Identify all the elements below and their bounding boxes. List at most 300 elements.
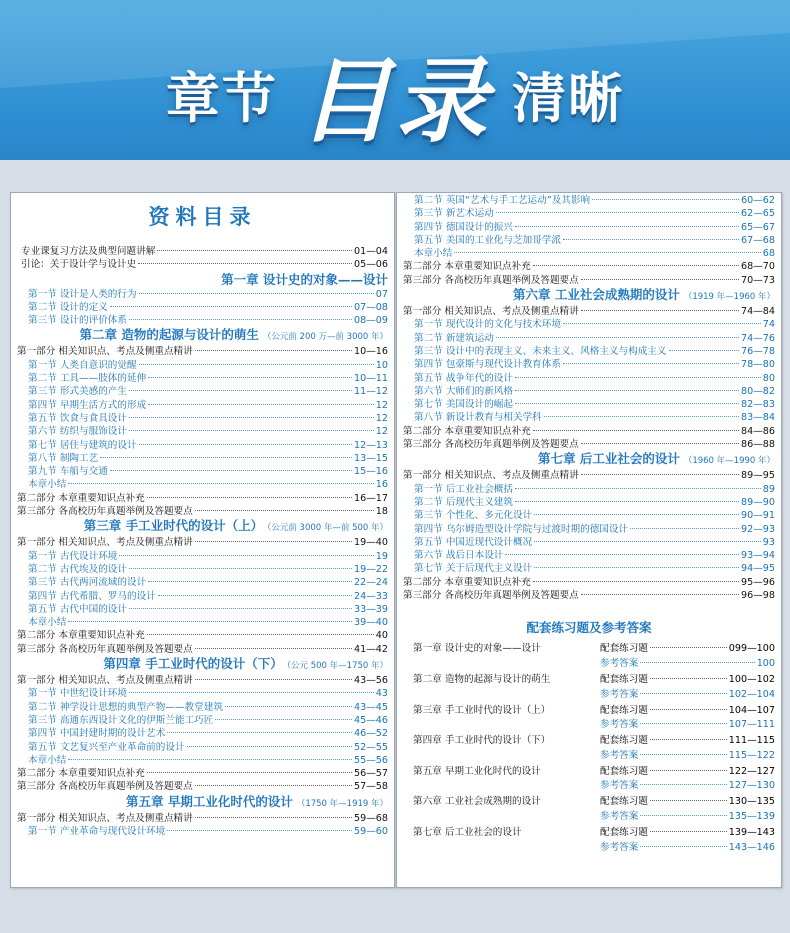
toc-entry-title: 第八节 新设计教育与相关学科 [414,412,542,424]
leader-dots [195,816,352,818]
toc-page-number: 39—40 [353,617,388,629]
toc-section-row [397,372,781,385]
toc-section-row [11,314,394,327]
exercise-row [397,642,781,671]
leader-dots [129,416,374,418]
toc-section-row [11,425,394,438]
toc-entry-title: 第一部分 相关知识点、考点及侧重点精讲 [17,812,193,824]
leader-dots [515,500,739,502]
toc-entry-title: 第二节 神学设计思想的典型产物——教堂建筑 [28,701,223,713]
toc-section-row [11,385,394,398]
toc-left-list [11,245,394,838]
answer-pages: 127—130 [728,780,775,792]
toc-page-number: 67—68 [740,234,775,246]
toc-page-number: 68—70 [740,261,775,273]
leader-dots [563,238,739,240]
toc-entry-title: 第四节 德国设计的振兴 [414,221,513,233]
leader-dots [650,647,727,648]
practice-line [600,765,781,780]
toc-page-number: 19—22 [353,563,388,575]
chapter-era: （1960 年—1990 年） [683,456,775,467]
practice-line [600,826,781,841]
toc-entry-title: 第三部分 各高校历年真题举例及答题要点 [17,506,193,518]
toc-entry-row [11,643,394,656]
toc-entry-title: 第一部分 相关知识点、考点及侧重点精讲 [17,675,193,687]
leader-dots [139,443,352,445]
toc-page-number: 40 [375,630,388,642]
toc-page-number: 89 [762,483,775,495]
leader-dots [669,349,739,351]
toc-section-row [11,372,394,385]
toc-page-number: 59—60 [353,825,388,837]
toc-entry-title: 第六节 战后日本设计 [414,550,504,562]
toc-page-number: 10—11 [353,373,388,385]
toc-section-row [397,562,781,575]
leader-dots [581,442,739,444]
toc-page-number: 52—55 [353,741,388,753]
leader-dots [650,831,727,832]
leader-dots [68,482,373,484]
exercise-chapter: 第一章 设计史的对象——设计 [413,643,541,655]
toc-page-number: 82—83 [740,399,775,411]
chapter-era: （1750 年—1919 年） [296,798,388,809]
toc-page-number: 41—42 [353,643,388,655]
toc-section-row [11,465,394,478]
leader-dots [129,607,352,609]
leader-dots [533,264,739,266]
toc-entry-title: 第二部分 本章重要知识点补充 [403,261,531,273]
toc-entry-title: 第二节 英国“艺术与手工艺运动”及其影响 [414,195,591,206]
leader-dots [167,829,352,831]
chapter-heading [397,287,781,305]
toc-page-number: 46—52 [353,728,388,740]
leader-dots [650,678,727,679]
leader-dots [563,322,761,324]
toc-page-number: 76—78 [740,345,775,357]
toc-page-number: 84—86 [740,425,775,437]
leader-dots [147,771,352,773]
toc-section-row [11,439,394,452]
toc-entry-row [397,438,781,451]
leader-dots [167,731,352,733]
exercise-items [600,795,781,824]
chapter-title: 第三章 手工业时代的设计（上） [83,518,264,534]
toc-entry-row [397,425,781,438]
toc-entry-title: 第一节 现代设计的文化与技术环境 [414,319,561,331]
chapter-heading [397,451,781,469]
leader-dots [129,429,374,431]
toc-entry-row [11,812,394,825]
banner [0,0,790,160]
toc-entry-title: 第五节 饮食与食具设计 [28,412,127,424]
toc-entry-title: 第一节 古代设计环境 [28,550,118,562]
answer-label: 参考答案 [600,810,639,822]
toc-entry-row [397,274,781,287]
page-stage [0,160,790,933]
practice-line [600,673,781,688]
toc-page-number: 01—04 [353,246,388,257]
toc-section-row [397,496,781,509]
toc-page-number: 65—67 [740,221,775,233]
toc-page-number: 90—91 [740,510,775,522]
toc-section-row [11,301,394,314]
exercise-items [600,642,781,671]
toc-entry-row [11,674,394,687]
toc-section-row [11,399,394,412]
toc-entry-row [11,492,394,505]
toc-section-row [11,590,394,603]
toc-entry-title: 第一节 产业革命与现代设计环境 [28,825,166,837]
toc-entry-title: 第六节 纺织与服饰设计 [28,426,127,438]
toc-page-number: 13—15 [353,452,388,464]
toc-page-number: 33—39 [353,603,388,615]
toc-entry-title: 第二节 新建筑运动 [414,332,494,344]
toc-page-number: 10—16 [353,346,388,358]
toc-section-row [11,452,394,465]
answer-pages: 115—122 [728,749,775,761]
exercise-row [397,734,781,763]
toc-section-row [11,478,394,491]
practice-label: 配套练习题 [600,765,648,777]
answer-pages: 143—146 [728,841,775,853]
leader-dots [640,846,726,847]
toc-page-number: 89—95 [740,470,775,482]
toc-entry-title: 第五节 文艺复兴至产业革命前的设计 [28,741,185,753]
leader-dots [195,678,352,680]
toc-entry-row [397,469,781,482]
toc-page-number: 96—98 [740,590,775,602]
toc-page-number: 86—88 [740,439,775,451]
toc-entry-title: 第二节 工具——肢体的延伸 [28,373,147,385]
exercise-items [600,673,781,702]
toc-page-number: 19—40 [353,537,388,549]
exercise-chapter: 第三章 手工业时代的设计（上） [413,704,551,716]
leader-dots [563,362,739,364]
practice-line [600,704,781,719]
toc-page-number: 93 [762,536,775,548]
leader-dots [139,292,374,294]
toc-entry-title: 第二部分 本章重要知识点补充 [17,630,145,642]
toc-entry-title: 第一节 中世纪设计环境 [28,688,127,700]
practice-label: 配套练习题 [600,826,648,838]
toc-entry-title: 第四节 乌尔姆造型设计学院与过渡时期的德国设计 [414,523,629,535]
answer-line [600,657,781,672]
chapter-title: 第七章 后工业社会的设计 [537,451,680,467]
leader-dots [581,473,739,475]
answer-label: 参考答案 [600,841,639,853]
toc-entry-title: 第五节 中国近现代设计概况 [414,536,533,548]
toc-section-row [397,247,781,260]
answer-line [600,688,781,703]
toc-entry-title: 第三部分 各高校历年真题举例及答题要点 [403,274,579,286]
answer-label: 参考答案 [600,780,639,792]
toc-entry-title: 第二部分 本章重要知识点补充 [403,576,531,588]
toc-entry-row [397,576,781,589]
toc-section-row [397,536,781,549]
leader-dots [68,620,352,622]
answer-line [600,718,781,733]
leader-dots [640,723,726,724]
chapter-title: 第五章 早期工业化时代的设计 [125,793,293,809]
toc-page-number: 59—68 [353,812,388,824]
toc-entry-title: 第四节 早期生活方式的形成 [28,399,147,411]
leader-dots [640,784,726,785]
leader-dots [195,784,352,786]
toc-entry-title: 第一节 后工业社会概括 [414,483,513,495]
leader-dots [650,800,727,801]
leader-dots [110,469,352,471]
practice-label: 配套练习题 [600,643,648,655]
toc-page-number: 62—65 [740,208,775,220]
toc-entry-row [11,780,394,793]
toc-entry-title: 第三节 新艺术运动 [414,208,494,220]
chapter-era: （公元前 3000 年—前 500 年） [267,523,388,534]
exercise-row [397,765,781,794]
leader-dots [650,709,727,710]
leader-dots [515,225,739,227]
leader-dots [147,496,352,498]
toc-entry-title: 第一节 设计是人类的行为 [28,288,137,300]
toc-page-number: 12 [375,426,388,438]
toc-entry-title: 第七节 居住与建筑的设计 [28,439,137,451]
answer-pages: 100 [756,658,775,670]
toc-page-number: 74—76 [740,332,775,344]
exercises-list [397,642,781,855]
practice-pages: 100—102 [728,673,775,685]
leader-dots [195,509,374,511]
toc-entry-title: 第二节 古代埃及的设计 [28,563,127,575]
toc-page-number: 08—09 [353,315,388,327]
toc-page-number: 95—96 [740,576,775,588]
chapter-title: 第二章 造物的起源与设计的萌生 [79,327,259,343]
toc-entry-title: 第三节 古代两河流域的设计 [28,577,147,589]
toc-entry-row [11,345,394,358]
toc-entry-title: 引论：关于设计学与设计史 [21,259,137,271]
toc-page-number: 57—58 [353,781,388,793]
toc-entry-title: 第二节 后现代主义建筑 [414,496,513,508]
toc-entry-title: 第七节 关于后现代主义设计 [414,563,533,575]
toc-page-number: 68 [762,248,775,260]
toc-section-row [397,194,781,207]
banner-main-text: 目录 [298,48,491,155]
toc-page-number: 05—06 [353,259,388,271]
exercise-row [397,673,781,702]
answer-label: 参考答案 [600,658,639,670]
leader-dots [195,349,352,351]
leader-dots [592,198,739,200]
leader-dots [129,691,374,693]
toc-section-row [397,385,781,398]
toc-entry-title: 第三节 高通东西设计文化的伊斯兰能工巧匠 [28,714,214,726]
banner-title [0,28,790,160]
practice-pages: 111—115 [728,735,775,747]
practice-pages: 139—143 [728,826,775,838]
exercise-chapter: 第七章 后工业社会的设计 [413,826,522,838]
toc-page-number: 43—56 [353,675,388,687]
toc-entry-title: 第六节 大师们的新风格 [414,385,513,397]
exercise-items [600,826,781,855]
toc-page-number: 12—13 [353,439,388,451]
toc-page-number: 94—95 [740,563,775,575]
toc-entry-title: 第三部分 各高校历年真题举例及答题要点 [17,781,193,793]
toc-section-row [397,398,781,411]
toc-page-number: 43 [375,688,388,700]
chapter-heading [11,327,394,345]
toc-page-number: 43—45 [353,701,388,713]
exercise-items [600,765,781,794]
toc-right-list [397,193,781,602]
toc-page-number: 12 [375,412,388,424]
practice-line [600,734,781,749]
leader-dots [640,754,726,755]
toc-entry-title: 第一部分 相关知识点、考点及侧重点精讲 [403,470,579,482]
leader-dots [195,540,352,542]
toc-page-number: 74—84 [740,306,775,318]
practice-line [600,642,781,657]
leader-dots [640,815,726,816]
leader-dots [581,309,739,311]
practice-label: 配套练习题 [600,673,648,685]
leader-dots [581,593,739,595]
toc-entry-row [397,589,781,602]
leader-dots [650,739,727,740]
leader-dots [215,718,352,720]
exercise-row [397,795,781,824]
answer-line [600,779,781,794]
chapter-heading [11,272,394,288]
practice-label: 配套练习题 [600,735,648,747]
leader-dots [650,770,727,771]
leader-dots [148,580,352,582]
answer-pages: 135—139 [728,810,775,822]
toc-section-row [11,701,394,714]
leader-dots [138,262,352,264]
toc-page-number: 07—08 [353,301,388,313]
toc-page-number: 11—12 [353,386,388,398]
toc-section-row [11,825,394,838]
toc-section-row [11,741,394,754]
toc-page-number: 78—80 [740,359,775,371]
toc-section-row [397,332,781,345]
chapter-heading [11,656,394,674]
toc-entry-title: 第四节 古代希腊、罗马的设计 [28,590,156,602]
toc-section-row [11,550,394,563]
toc-section-row [397,483,781,496]
answer-label: 参考答案 [600,719,639,731]
toc-entry-title: 第五节 美国的工业化与芝加哥学派 [414,234,561,246]
toc-entry-title: 第三部分 各高校历年真题举例及答题要点 [403,439,579,451]
toc-section-row [397,509,781,522]
toc-entry-row [11,505,394,518]
leader-dots [195,647,352,649]
chapter-era: （公元前 200 万—前 3000 年） [262,332,388,343]
toc-entry-title: 第九节 车船与交通 [28,466,108,478]
toc-page-number: 16—17 [353,492,388,504]
chapter-heading [11,794,394,812]
leader-dots [68,758,352,760]
toc-entry-title: 本章小结 [28,754,67,766]
toc-section-row [397,358,781,371]
leader-dots [157,249,352,251]
leader-dots [496,336,739,338]
toc-page-number: 80—82 [740,385,775,397]
banner-right-text: 清晰 [512,66,625,130]
toc-page-number: 22—24 [353,577,388,589]
leader-dots [534,513,739,515]
exercise-chapter: 第五章 早期工业化时代的设计 [413,765,541,777]
practice-pages: 104—107 [728,704,775,716]
toc-entry-title: 第三节 形式美感的产生 [28,386,127,398]
toc-section-row [11,288,394,301]
leader-dots [119,554,373,556]
toc-section-row [11,359,394,372]
leader-dots [515,376,761,378]
toc-section-row [11,714,394,727]
practice-pages: 122—127 [728,765,775,777]
toc-section-row [397,523,781,536]
toc-section-row [397,207,781,220]
leader-dots [515,402,739,404]
toc-page-number: 92—93 [740,523,775,535]
toc-entry-title: 第一部分 相关知识点、考点及侧重点精讲 [17,537,193,549]
toc-page-number: 70—73 [740,274,775,286]
toc-entry-title: 第二节 设计的定义 [28,301,108,313]
answer-pages: 107—111 [728,719,775,731]
toc-page-number: 12 [375,399,388,411]
chapter-era: （1919 年—1960 年） [683,292,775,303]
toc-page-number: 55—56 [353,754,388,766]
leader-dots [100,456,352,458]
toc-entry-row [397,305,781,318]
toc-entry-title: 第三节 个性化、多元化设计 [414,510,533,522]
practice-label: 配套练习题 [600,704,648,716]
toc-entry-title: 第四节 中国封建时期的设计艺术 [28,728,166,740]
toc-entry-row [11,767,394,780]
answer-label: 参考答案 [600,688,639,700]
toc-right-page [396,192,782,888]
leader-dots [129,318,352,320]
leader-dots [515,487,761,489]
leader-dots [129,567,352,569]
chapter-heading [11,518,394,536]
toc-entry-title: 本章小结 [414,248,453,260]
leader-dots [515,389,739,391]
practice-pages: 130—135 [728,796,775,808]
practice-line [600,795,781,810]
leader-dots [534,540,761,542]
answer-pages: 102—104 [728,688,775,700]
toc-section-row [397,221,781,234]
leader-dots [640,662,754,663]
toc-section-row [397,549,781,562]
toc-page-number: 19 [375,550,388,562]
toc-page-number: 24—33 [353,590,388,602]
toc-entry-row [11,258,394,271]
banner-left-text: 章节 [165,66,278,130]
toc-entry-title: 专业课复习方法及典型问题讲解 [21,246,156,257]
toc-page-number: 16 [375,479,388,491]
toc-page-number: 93—94 [740,550,775,562]
leader-dots [139,363,374,365]
exercises-title: 配套练习题及参考答案 [526,620,652,636]
toc-entry-title: 第三节 设计中的表现主义、未来主义、风格主义与构成主义 [414,345,667,357]
chapter-title: 第六章 工业社会成熟期的设计 [512,287,680,303]
leader-dots [454,251,760,253]
toc-entry-row [11,245,394,258]
answer-label: 参考答案 [600,749,639,761]
leader-dots [533,580,739,582]
exercise-items [600,734,781,763]
